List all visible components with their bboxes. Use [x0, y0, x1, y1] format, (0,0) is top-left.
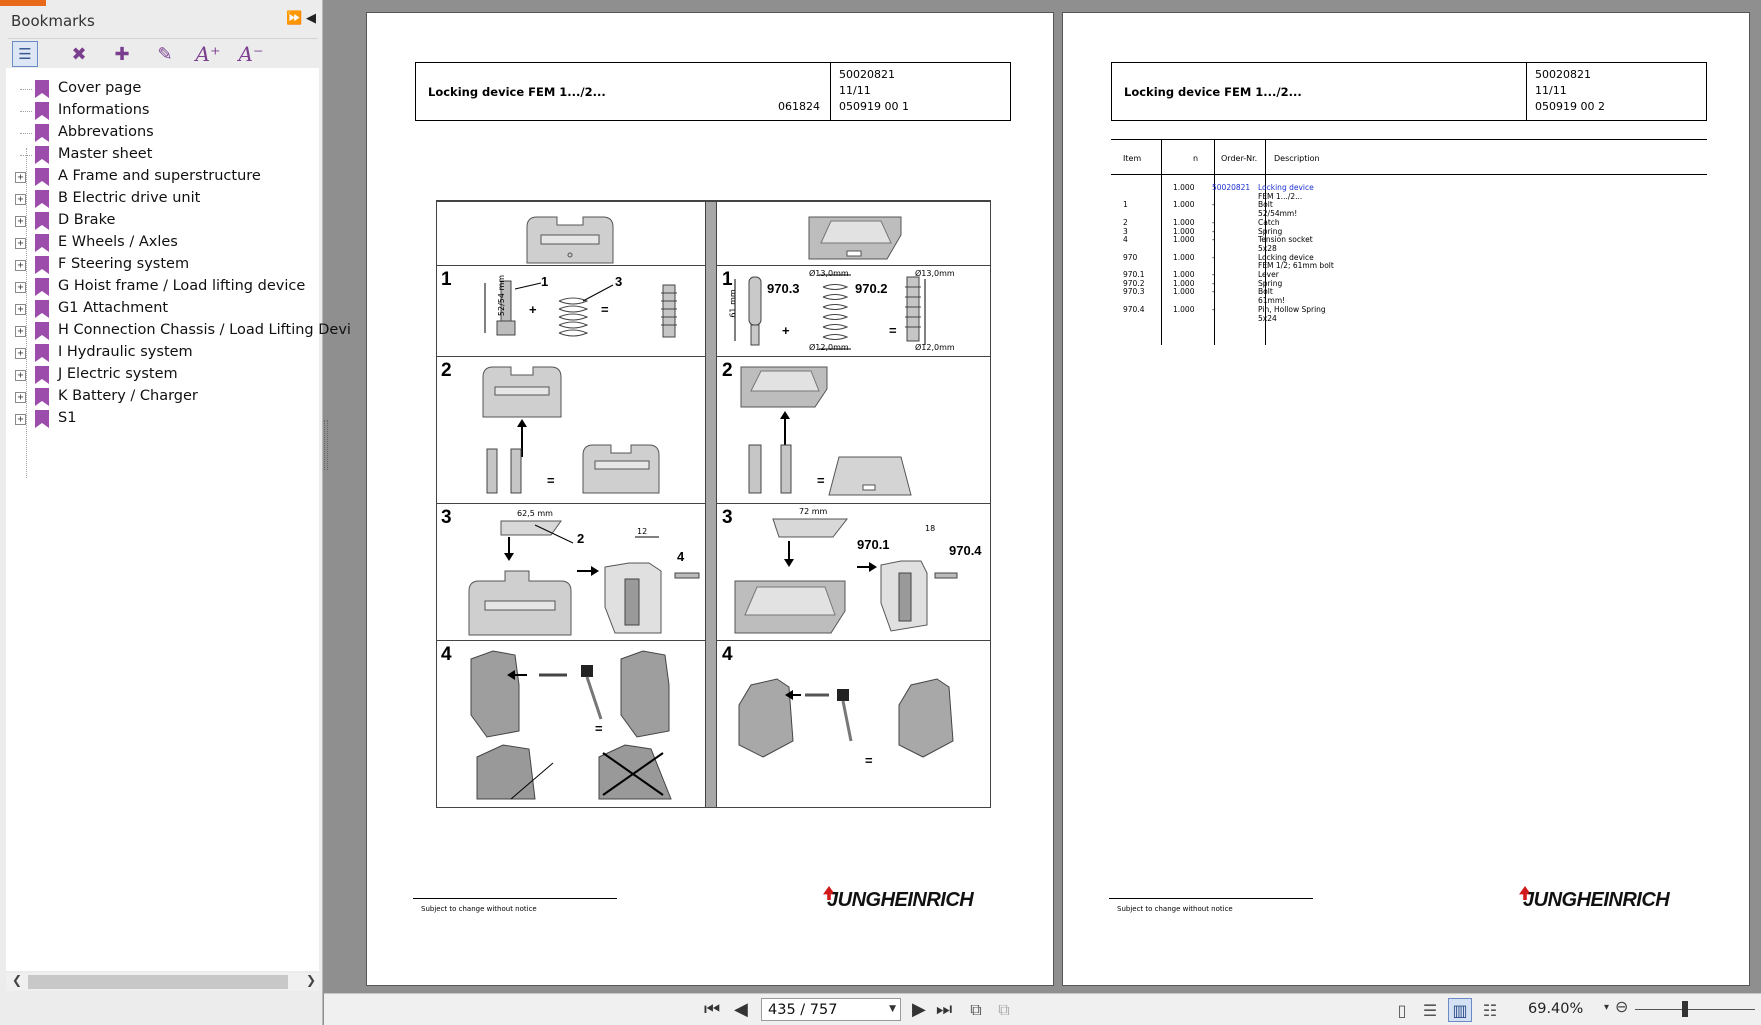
- cell-item: 970: [1123, 252, 1138, 262]
- bookmark-item[interactable]: [6, 144, 319, 166]
- title-block: [1111, 62, 1707, 121]
- pin-insertion-figure: [729, 645, 969, 805]
- page-number-input[interactable]: [761, 998, 901, 1021]
- equals-sign: =: [865, 753, 873, 768]
- plus-sign: +: [782, 323, 790, 338]
- document-number: 050919 00 2: [1535, 100, 1605, 113]
- bookmark-label: B Electric drive unit: [58, 190, 201, 206]
- column-header-item: Item: [1123, 154, 1142, 163]
- bookmark-label: Cover page: [58, 80, 142, 96]
- expand-toggle-icon[interactable]: +: [15, 414, 26, 425]
- parts-table-header: [1111, 139, 1707, 175]
- expand-toggle-icon[interactable]: +: [15, 260, 26, 271]
- bookmark-item[interactable]: [6, 232, 319, 254]
- document-page-left: [366, 12, 1054, 986]
- expand-all-icon[interactable]: ☰: [12, 41, 38, 67]
- zoom-slider-thumb[interactable]: [1682, 1001, 1688, 1017]
- bookmark-icon: [35, 278, 49, 296]
- dimension-label: 61 mm: [728, 289, 738, 318]
- cell-order[interactable]: 50020821: [1212, 183, 1251, 192]
- callout: 970.3: [767, 281, 800, 296]
- cell-order: -: [1212, 304, 1215, 314]
- bookmark-icon: [35, 300, 49, 318]
- bookmark-label: I Hydraulic system: [58, 344, 193, 360]
- cell-item: 970.1: [1123, 270, 1145, 279]
- callout: 3: [615, 274, 623, 289]
- bookmark-item[interactable]: [6, 188, 319, 210]
- bookmark-item[interactable]: [6, 408, 319, 430]
- cell-order: -: [1212, 270, 1215, 279]
- expand-toggle-icon[interactable]: +: [15, 392, 26, 403]
- bookmark-icon: [35, 388, 49, 406]
- bookmark-item[interactable]: [6, 210, 319, 232]
- brand-logo: JUNGHEINRICH: [1523, 889, 1670, 911]
- callout: 970.1: [857, 537, 890, 552]
- bookmark-icon: [35, 212, 49, 230]
- document-number: 050919 00 1: [839, 100, 909, 113]
- bookmarks-toolbar: [8, 38, 318, 68]
- dimension-label: 72 mm: [799, 507, 828, 516]
- dimension-label: 62,5 mm: [517, 509, 553, 518]
- page-navigation-bar: [324, 993, 1761, 1025]
- cell-n: 1.000: [1173, 252, 1195, 262]
- expand-toggle-icon[interactable]: +: [15, 348, 26, 359]
- bookmark-icon: [35, 256, 49, 274]
- footer-rule: [413, 898, 617, 899]
- drawing-code: 061824: [778, 100, 820, 113]
- bookmark-label: D Brake: [58, 212, 116, 228]
- table-row: [1111, 314, 1707, 324]
- bookmark-icon: [35, 124, 49, 142]
- cell-desc: FEM 1/2; 61mm bolt: [1258, 261, 1334, 271]
- bookmark-label: Master sheet: [58, 146, 153, 162]
- column-header-order: Order-Nr.: [1221, 154, 1258, 163]
- bookmark-properties-icon[interactable]: ✎: [157, 43, 173, 65]
- previous-page-icon[interactable]: ◀: [734, 999, 748, 1020]
- bookmark-icon: [35, 344, 49, 362]
- bookmark-icon: [35, 366, 49, 384]
- tree-branch-line: [20, 111, 32, 112]
- expand-toggle-icon[interactable]: +: [15, 172, 26, 183]
- cell-desc: Spring: [1258, 226, 1283, 236]
- drawing-top-edge: [437, 201, 990, 202]
- bookmark-item[interactable]: [6, 166, 319, 188]
- bookmark-label: F Steering system: [58, 256, 190, 272]
- footer-note: Subject to change without notice: [421, 905, 537, 913]
- bookmark-label: E Wheels / Axles: [58, 234, 178, 250]
- drawing-column-separator: [705, 201, 717, 807]
- bookmarks-panel: [0, 0, 351, 1025]
- scroll-right-icon[interactable]: ❯: [306, 973, 317, 987]
- bolt-spring-assembly-figure: [729, 269, 969, 353]
- delete-bookmark-icon[interactable]: ✖: [71, 43, 87, 65]
- assembly-drawing: [436, 200, 991, 808]
- step-number: 1: [722, 269, 733, 290]
- bookmark-icon: [35, 322, 49, 340]
- bookmark-label: J Electric system: [58, 366, 178, 382]
- continuous-view-icon[interactable]: ☰: [1422, 1000, 1438, 1020]
- page-title: Locking device FEM 1.../2...: [1124, 85, 1302, 99]
- scrollbar-thumb[interactable]: [28, 975, 288, 989]
- increase-text-size-icon[interactable]: A⁺: [195, 42, 221, 66]
- bookmark-label: S1: [58, 410, 77, 426]
- locking-device-illustration: [807, 213, 903, 261]
- cell-item: 970.2: [1123, 278, 1145, 288]
- bookmark-item[interactable]: [6, 320, 351, 342]
- tree-branch-line: [20, 133, 32, 134]
- bookmark-icon: [35, 168, 49, 186]
- cell-desc: 5x24: [1258, 313, 1277, 323]
- bookmark-icon: [35, 190, 49, 208]
- step-number: 3: [441, 507, 452, 528]
- bookmark-item[interactable]: [6, 298, 319, 320]
- dimension-label: 12: [637, 527, 648, 536]
- revision-date: 11/11: [839, 84, 871, 97]
- callout: 2: [577, 531, 585, 546]
- cell-order: -: [1212, 287, 1215, 297]
- expand-toggle-icon[interactable]: +: [15, 326, 26, 337]
- cell-desc: Spring: [1258, 278, 1283, 288]
- step-number: 3: [722, 507, 733, 528]
- cell-order: -: [1212, 235, 1215, 245]
- bookmark-icon: [35, 146, 49, 164]
- bookmark-item[interactable]: [6, 364, 319, 386]
- bookmark-item[interactable]: [6, 100, 319, 122]
- expand-toggle-icon[interactable]: +: [15, 282, 26, 293]
- cell-desc: Lever: [1258, 270, 1279, 279]
- expand-toggle-icon[interactable]: +: [15, 370, 26, 381]
- facing-pages-view-icon[interactable]: ▥: [1448, 998, 1472, 1022]
- step-number: 2: [722, 360, 733, 381]
- cell-order: -: [1212, 200, 1215, 210]
- bookmark-label: H Connection Chassis / Load Lifting Devi: [58, 322, 351, 338]
- column-header-description: Description: [1274, 154, 1320, 163]
- cell-n: 1.000: [1173, 200, 1195, 210]
- plus-sign: +: [529, 302, 537, 317]
- dimension-label: Ø12,0mm: [809, 343, 849, 352]
- cell-item: 2: [1123, 217, 1128, 227]
- dimension-label: Ø13,0mm: [915, 269, 955, 278]
- page-dropdown-icon[interactable]: ▼: [889, 1004, 896, 1014]
- bookmark-icon: [35, 234, 49, 252]
- equals-sign: =: [547, 473, 555, 488]
- single-page-view-icon[interactable]: ▯: [1397, 1000, 1407, 1020]
- zoom-level[interactable]: 69.40%: [1528, 1001, 1584, 1017]
- cell-n: 1.000: [1173, 270, 1195, 279]
- dimension-label: 18: [925, 524, 936, 533]
- cell-n: 1.000: [1173, 226, 1195, 236]
- cell-order: -: [1212, 252, 1215, 262]
- cell-item: 3: [1123, 226, 1128, 236]
- equals-sign: =: [817, 473, 825, 488]
- column-header-n: n: [1193, 154, 1199, 163]
- cell-item: 970.3: [1123, 287, 1145, 297]
- bookmark-item[interactable]: [6, 254, 319, 276]
- bookmark-label: Informations: [58, 102, 150, 118]
- cell-desc: Catch: [1258, 217, 1280, 227]
- add-bookmark-icon[interactable]: ✚: [114, 43, 130, 65]
- equals-sign: =: [601, 302, 609, 317]
- previous-view-icon[interactable]: ⧉: [970, 1000, 982, 1019]
- cell-item: 970.4: [1123, 304, 1145, 314]
- cell-n: 1.000: [1173, 278, 1195, 288]
- callout: 1: [541, 274, 549, 289]
- callout: 970.4: [949, 543, 982, 558]
- callout: 4: [677, 549, 685, 564]
- cell-desc: Pin, Hollow Spring: [1258, 304, 1326, 314]
- cell-n: 1.000: [1173, 235, 1195, 245]
- part-number: 50020821: [839, 68, 895, 81]
- cell-item: 1: [1123, 200, 1128, 210]
- panel-splitter[interactable]: [324, 420, 328, 470]
- bookmarks-title: Bookmarks: [11, 12, 95, 30]
- dimension-label: 52/54 mm: [497, 274, 507, 317]
- step-number: 4: [441, 644, 452, 665]
- bookmark-item[interactable]: [6, 78, 319, 100]
- bookmark-icon: [35, 410, 49, 428]
- bookmark-item[interactable]: [6, 276, 319, 298]
- cell-n: 1.000: [1173, 287, 1195, 297]
- panel-options-icon[interactable]: ⏩: [286, 11, 303, 26]
- title-block: [415, 62, 1011, 121]
- cell-order: -: [1212, 217, 1215, 227]
- tree-branch-line: [20, 155, 32, 156]
- step-number: 4: [722, 644, 733, 665]
- part-number: 50020821: [1535, 68, 1591, 81]
- expand-toggle-icon[interactable]: +: [15, 238, 26, 249]
- spring-insertion-figure: [471, 361, 701, 501]
- cell-item: 4: [1123, 235, 1128, 245]
- expand-toggle-icon[interactable]: +: [15, 216, 26, 227]
- tree-branch-line: [20, 89, 32, 90]
- zoom-slider[interactable]: [1635, 1009, 1755, 1010]
- bookmark-label: A Frame and superstructure: [58, 168, 261, 184]
- title-block-divider: [830, 63, 831, 120]
- page-number-value: 435 / 757: [768, 1002, 838, 1018]
- footer-rule: [1109, 898, 1313, 899]
- footer-note: Subject to change without notice: [1117, 905, 1233, 913]
- cell-n: 1.000: [1173, 304, 1195, 314]
- cell-desc: 5x28: [1258, 243, 1277, 253]
- last-page-icon[interactable]: ⏭: [936, 999, 953, 1020]
- step-number: 1: [441, 269, 452, 290]
- zoom-dropdown-icon[interactable]: ▾: [1604, 1002, 1610, 1013]
- bookmark-tree: [6, 68, 351, 971]
- next-view-icon[interactable]: ⧉: [998, 1000, 1010, 1019]
- bookmark-item[interactable]: [6, 122, 319, 144]
- bookmark-icon: [35, 102, 49, 120]
- cell-desc: Locking device: [1258, 252, 1314, 262]
- pin-insertion-figure: [463, 645, 701, 805]
- dimension-label: Ø12,0mm: [915, 343, 955, 352]
- bookmark-icon: [35, 80, 49, 98]
- bookmark-label: K Battery / Charger: [58, 388, 198, 404]
- continuous-facing-view-icon[interactable]: ☷: [1482, 1000, 1498, 1020]
- spring-insertion-figure: [731, 361, 961, 501]
- bookmark-item[interactable]: [6, 342, 319, 364]
- bookmark-label: G Hoist frame / Load lifting device: [58, 278, 306, 294]
- scroll-left-icon[interactable]: ❮: [12, 973, 23, 987]
- equals-sign: =: [595, 721, 603, 736]
- revision-date: 11/11: [1535, 84, 1567, 97]
- document-page-right: [1062, 12, 1750, 986]
- cell-desc: Bolt: [1258, 200, 1273, 210]
- cell-n: 1.000: [1173, 217, 1195, 227]
- bookmarks-header: [0, 6, 323, 36]
- cell-desc: 52/54mm!: [1258, 209, 1298, 219]
- cell-order: -: [1212, 278, 1215, 288]
- expand-toggle-icon[interactable]: +: [15, 304, 26, 315]
- brand-logo: JUNGHEINRICH: [827, 889, 974, 911]
- catch-installation-figure: [465, 507, 701, 639]
- cell-desc: Tension socket: [1258, 235, 1313, 245]
- bookmark-item[interactable]: [6, 386, 319, 408]
- cell-n: 1.000: [1173, 183, 1195, 192]
- zoom-out-icon[interactable]: ⊖: [1615, 997, 1629, 1016]
- bookmark-label: G1 Attachment: [58, 300, 169, 316]
- bookmark-label: Abbrevations: [58, 124, 154, 140]
- equals-sign: =: [889, 323, 897, 338]
- expand-toggle-icon[interactable]: +: [15, 194, 26, 205]
- decrease-text-size-icon[interactable]: A⁻: [238, 42, 264, 66]
- collapse-panel-icon[interactable]: ◀: [306, 11, 316, 26]
- locking-device-illustration: [525, 213, 615, 265]
- cell-desc: Bolt: [1258, 287, 1273, 297]
- callout: 970.2: [855, 281, 888, 296]
- step-number: 2: [441, 360, 452, 381]
- cell-desc: FEM 1.../2...: [1258, 191, 1303, 201]
- first-page-icon[interactable]: ⏮: [704, 999, 721, 1020]
- horizontal-scrollbar[interactable]: [6, 973, 319, 991]
- cell-desc: 61mm!: [1258, 296, 1286, 306]
- dimension-label: Ø13,0mm: [809, 269, 849, 278]
- next-page-icon[interactable]: ▶: [912, 999, 926, 1020]
- page-title: Locking device FEM 1.../2...: [428, 85, 606, 99]
- cell-desc[interactable]: Locking device: [1258, 183, 1314, 192]
- title-block-divider: [1526, 63, 1527, 120]
- cell-order: -: [1212, 226, 1215, 236]
